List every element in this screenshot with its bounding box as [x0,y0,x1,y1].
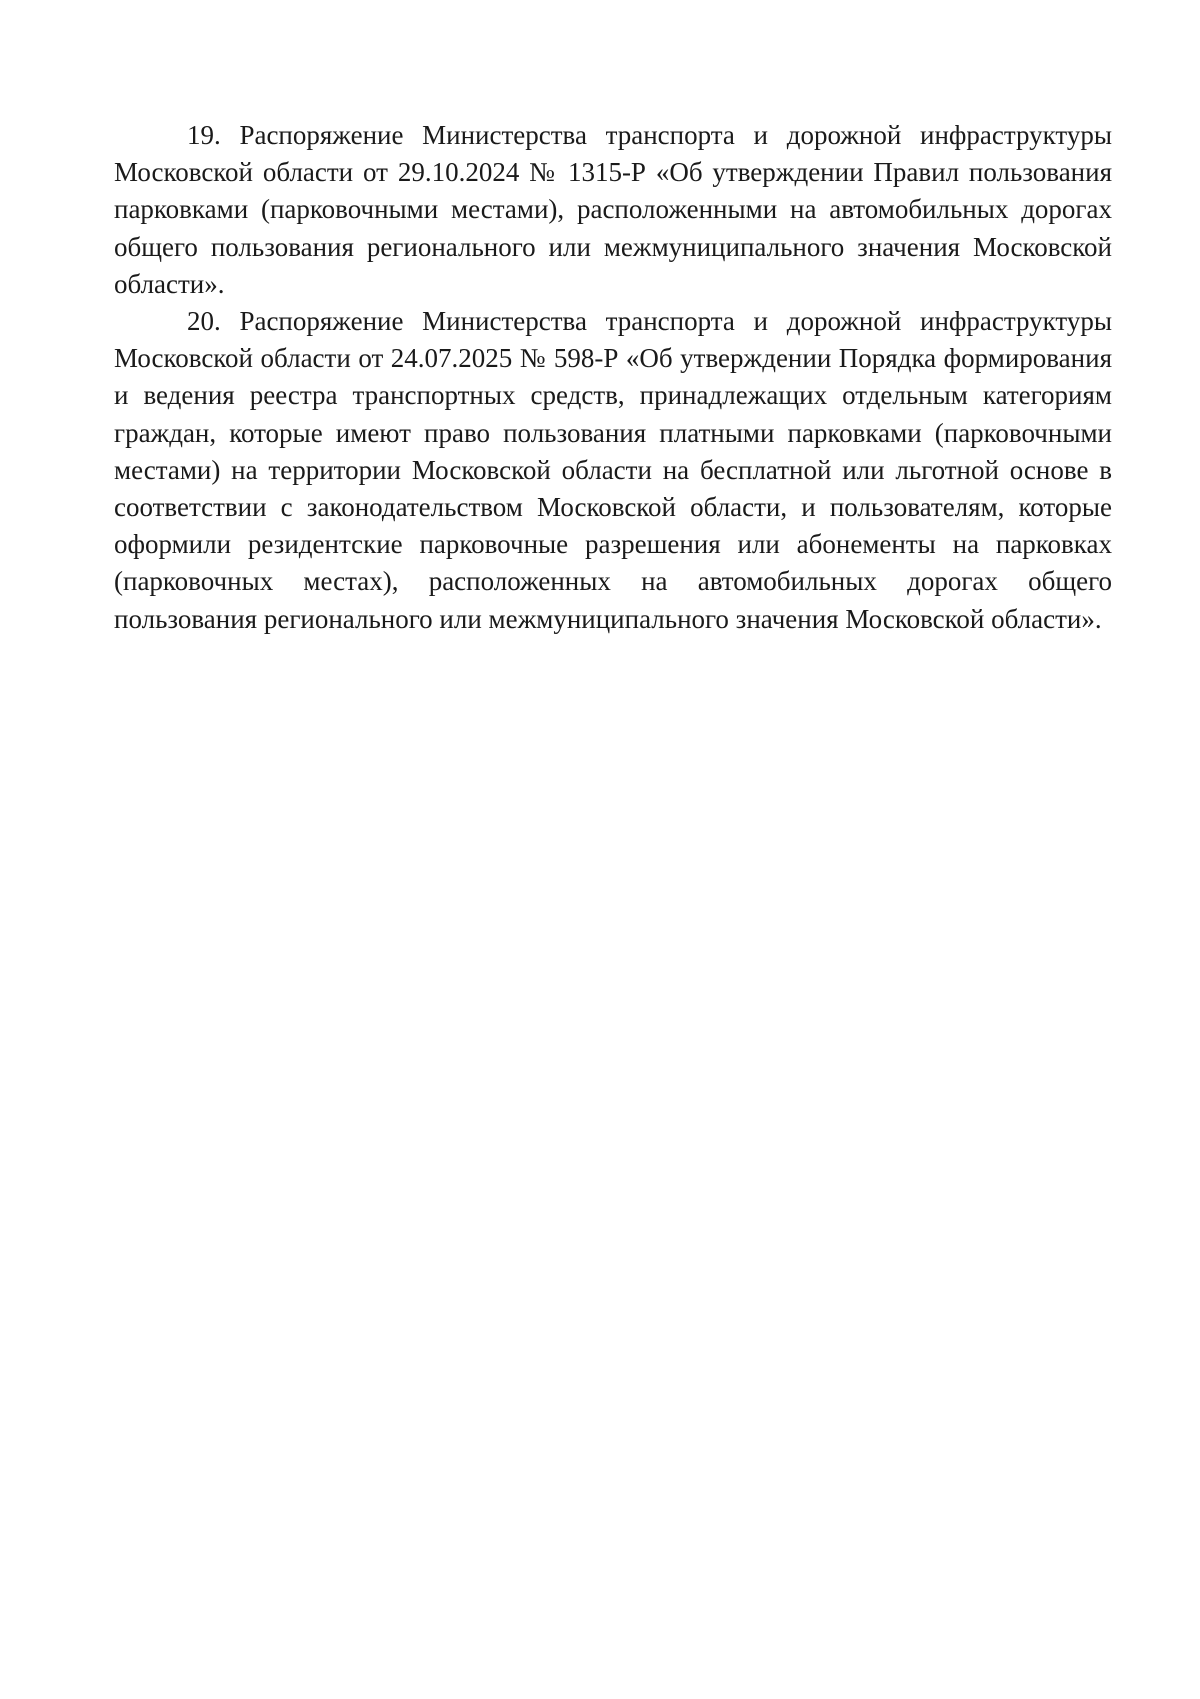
list-item-19: 19. Распоряжение Министерства транспорта и дорожной инфраструктуры Московской области от 29.10.2024 № 1315-Р «Об утверждении Правил пользования парковками (парковочными местами), расположенными на автомобильных дорогах общего пользования регионального или межмуниципального значения Московской области». [114,120,1112,299]
list-item-20: 20. Распоряжение Министерства транспорта и дорожной инфраструктуры Московской области от 24.07.2025 № 598-Р «Об утверждении Порядка формирования и ведения реестра транспортных средств, принадлежащих отдельным категориям граждан, которые имеют право пользования платными парковками (парковочными местами) на территории Московской области на бесплатной или льготной основе в соответствии с законодательством Московской области, и пользователям, которые оформили резидентские парковочные разрешения или абонементы на парковках (парковочных местах), расположенных на автомобильных дорогах общего пользования регионального или межмуниципального значения Московской области». [114,306,1112,634]
document-body [114,117,1112,638]
